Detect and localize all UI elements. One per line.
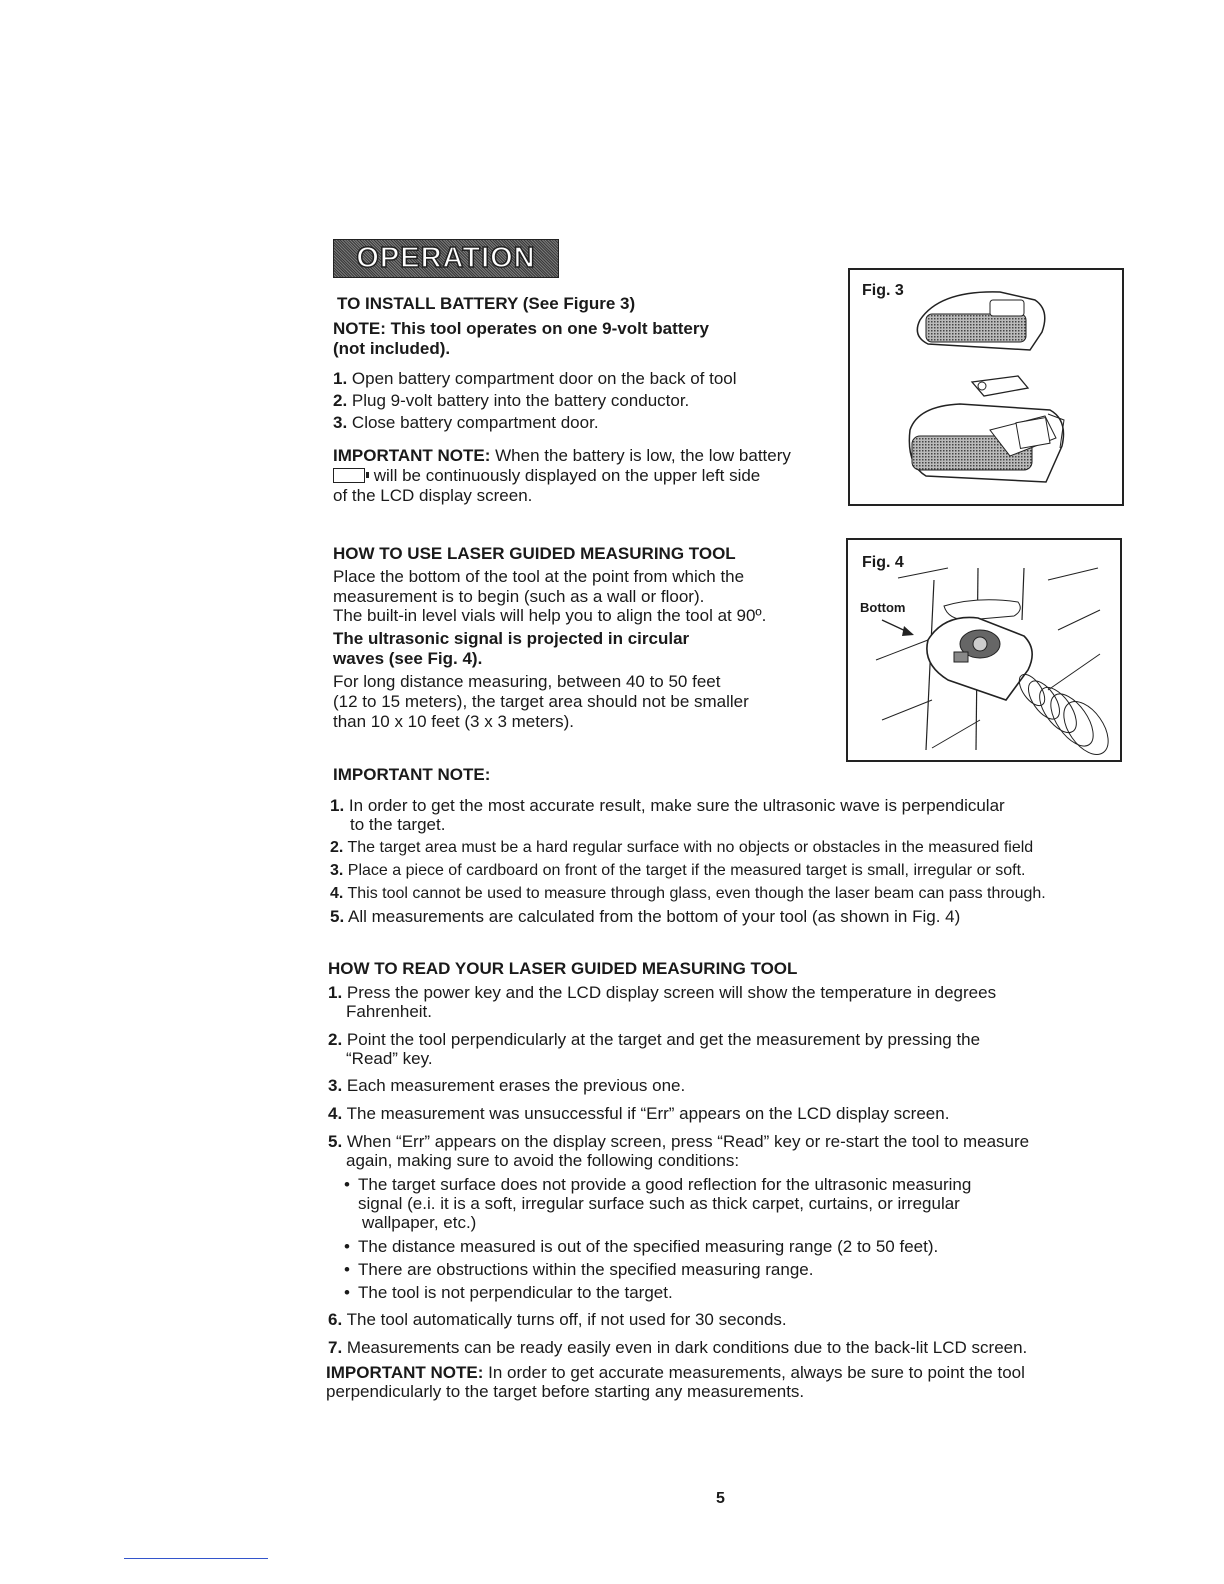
howto-use-line-1: Place the bottom of the tool at the point from which the: [333, 567, 745, 586]
important-item-1-cont: to the target.: [350, 815, 446, 834]
read-bullet-1: • The target surface does not provide a good reflection for the ultrasonic measuring: [344, 1175, 972, 1194]
install-important-line1: IMPORTANT NOTE: When the battery is low, the low battery: [333, 446, 791, 465]
read-item-1: 1. Press the power key and the LCD display screen will show the temperature in degrees: [328, 983, 997, 1002]
ultrasonic-wave-illustration: [848, 540, 1120, 760]
install-step-3: 3. Close battery compartment door.: [333, 413, 599, 432]
install-note-line1: NOTE: This tool operates on one 9-volt battery: [333, 319, 709, 338]
howto-use-line-3: The built-in level vials will help you to align the tool at 90º.: [333, 606, 767, 625]
figure-4-label: Fig. 4: [862, 554, 904, 571]
read-bullet-2: • The distance measured is out of the specified measuring range (2 to 50 feet).: [344, 1237, 939, 1256]
read-item-2: 2. Point the tool perpendicularly at the target and get the measurement by pressing the: [328, 1030, 981, 1049]
figure-4-bottom-label: Bottom: [860, 600, 906, 615]
bullet-icon: •: [344, 1260, 350, 1279]
figure-3: [848, 268, 1124, 506]
figure-3-label: Fig. 3: [862, 282, 904, 299]
read-important-line2: perpendicularly to the target before starting any measurements.: [326, 1382, 805, 1401]
read-item-2-cont: “Read” key.: [346, 1049, 433, 1068]
install-important-line3: of the LCD display screen.: [333, 486, 533, 505]
low-battery-icon: [333, 468, 365, 483]
important-item-1: 1. In order to get the most accurate result, make sure the ultrasonic wave is perpendicular: [330, 796, 1005, 815]
important-item-5: 5. All measurements are calculated from the bottom of your tool (as shown in Fig. 4): [330, 907, 961, 926]
read-item-5-cont: again, making sure to avoid the following conditions:: [346, 1151, 740, 1170]
howto-use-bold-line-2: waves (see Fig. 4).: [333, 649, 483, 668]
read-bullet-1-cont1: signal (e.i. it is a soft, irregular surface such as thick carpet, curtains, or irregular: [358, 1194, 960, 1213]
battery-installation-illustration: [850, 270, 1122, 504]
important-item-3: 3. Place a piece of cardboard on front of the target if the measured target is small, irregular or soft.: [330, 862, 1026, 879]
figure-4: [846, 538, 1122, 762]
important-item-2: 2. The target area must be a hard regular surface with no objects or obstacles in the measured field: [330, 839, 1034, 856]
install-important-line2: will be continuously displayed on the upper left side: [333, 466, 760, 485]
install-note-line2: (not included).: [333, 339, 451, 358]
bullet-icon: •: [344, 1283, 350, 1302]
install-step-1: 1. Open battery compartment door on the back of tool: [333, 369, 737, 388]
section-header-operation: [333, 239, 559, 278]
read-bullet-3: • There are obstructions within the specified measuring range.: [344, 1260, 814, 1279]
bullet-icon: •: [344, 1237, 350, 1256]
howto-use-line-4: For long distance measuring, between 40 to 50 feet: [333, 672, 721, 691]
read-important-line1: IMPORTANT NOTE: In order to get accurate measurements, always be sure to point the tool: [326, 1363, 1025, 1382]
howto-use-line-5: (12 to 15 meters), the target area should not be smaller: [333, 692, 749, 711]
install-step-2: 2. Plug 9-volt battery into the battery conductor.: [333, 391, 690, 410]
howto-use-bold-line-1: The ultrasonic signal is projected in circular: [333, 629, 690, 648]
read-bullet-4: • The tool is not perpendicular to the target.: [344, 1283, 673, 1302]
read-bullet-1-cont2: wallpaper, etc.): [362, 1213, 477, 1232]
howto-use-line-2: measurement is to begin (such as a wall or floor).: [333, 587, 705, 606]
footer-divider: [124, 1558, 268, 1559]
read-item-1-cont: Fahrenheit.: [346, 1002, 432, 1021]
install-battery-heading: TO INSTALL BATTERY (See Figure 3): [337, 294, 636, 313]
page-number: 5: [716, 1490, 725, 1507]
howto-read-heading: HOW TO READ YOUR LASER GUIDED MEASURING TOOL: [328, 959, 798, 978]
howto-use-line-6: than 10 x 10 feet (3 x 3 meters).: [333, 712, 574, 731]
important-note-heading: IMPORTANT NOTE:: [333, 765, 491, 784]
read-item-4: 4. The measurement was unsuccessful if “Err” appears on the LCD display screen.: [328, 1104, 950, 1123]
howto-use-heading: HOW TO USE LASER GUIDED MEASURING TOOL: [333, 544, 736, 563]
read-item-3: 3. Each measurement erases the previous one.: [328, 1076, 686, 1095]
read-item-7: 7. Measurements can be ready easily even in dark conditions due to the back-lit LCD screen.: [328, 1338, 1028, 1357]
important-item-4: 4. This tool cannot be used to measure through glass, even though the laser beam can pass through.: [330, 885, 1046, 902]
read-item-5: 5. When “Err” appears on the display screen, press “Read” key or re-start the tool to measure: [328, 1132, 1030, 1151]
read-item-6: 6. The tool automatically turns off, if not used for 30 seconds.: [328, 1310, 787, 1329]
bullet-icon: •: [344, 1175, 350, 1194]
section-header-title: OPERATION: [356, 242, 536, 274]
